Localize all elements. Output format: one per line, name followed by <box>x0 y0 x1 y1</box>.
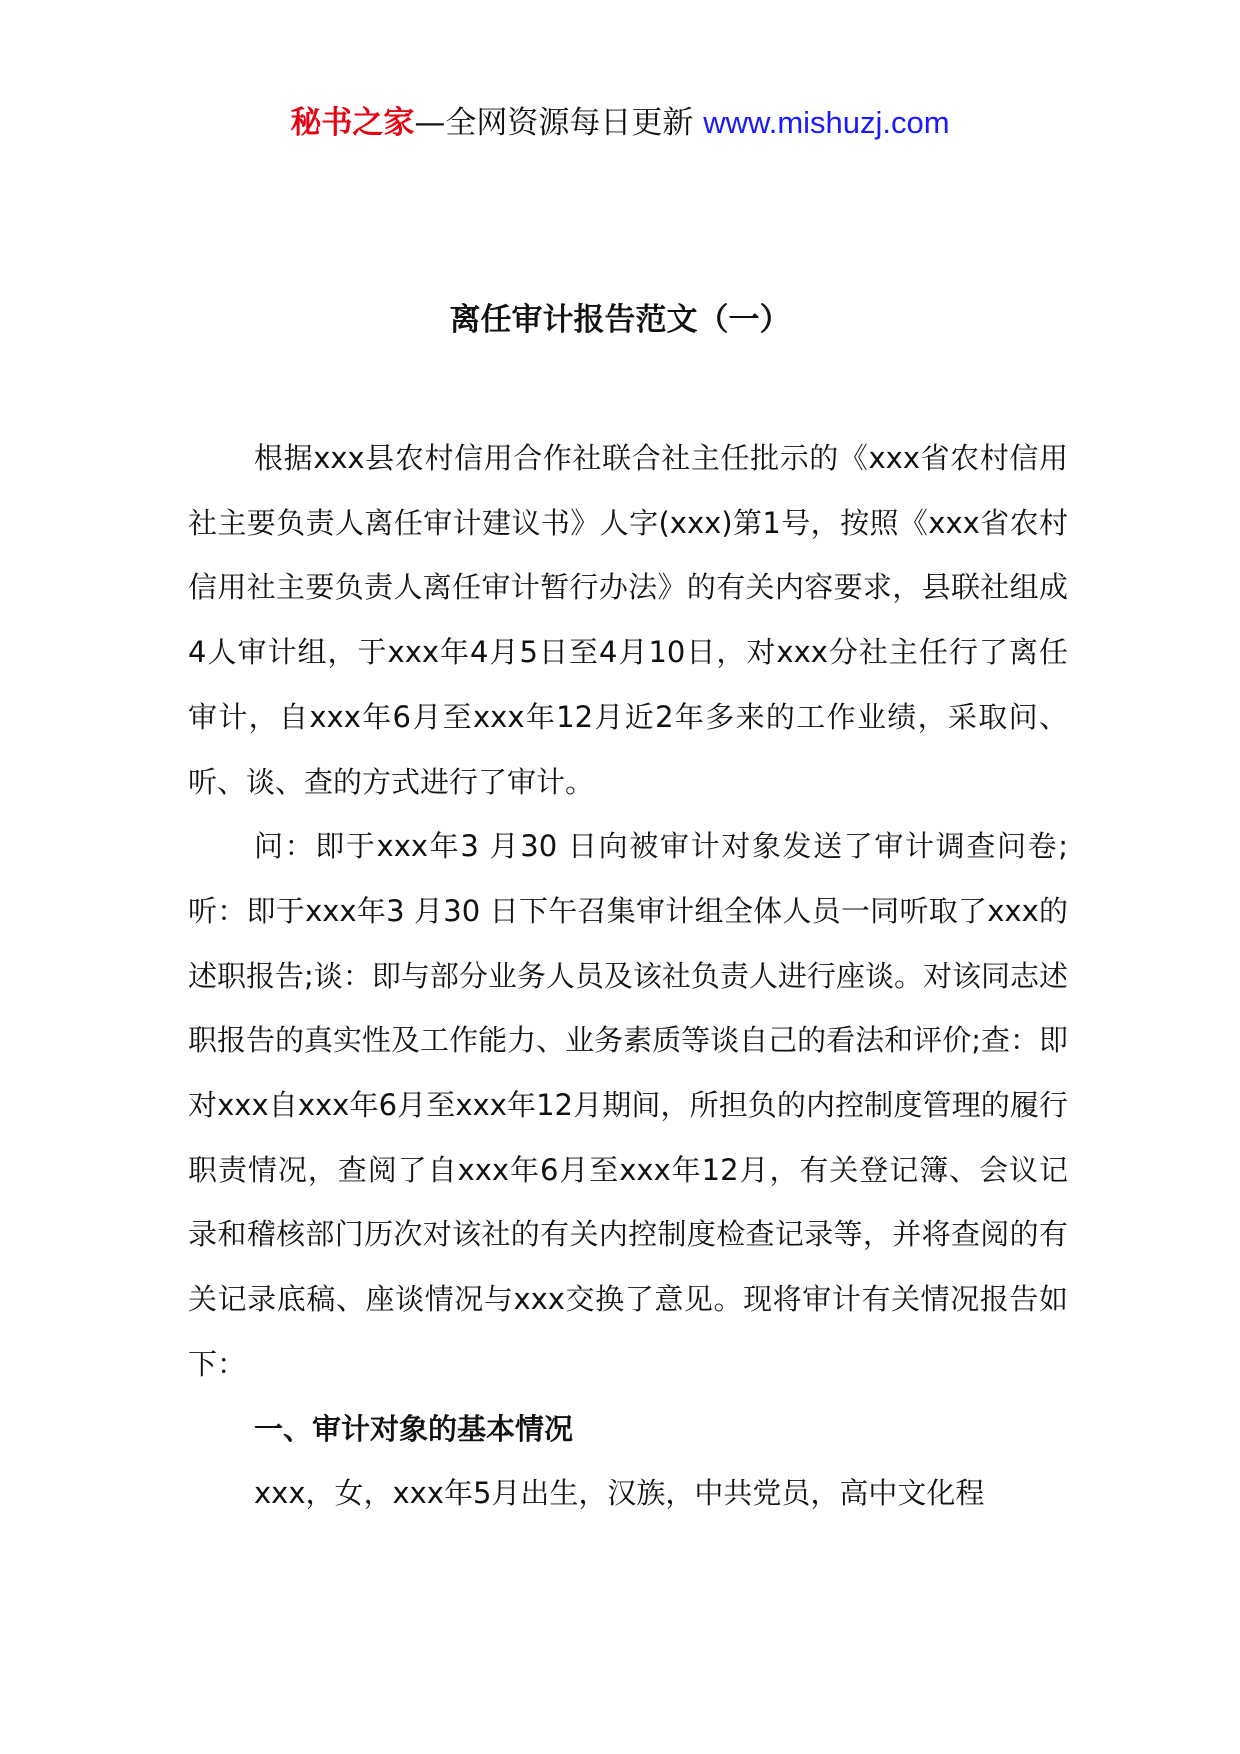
brand-name: 秘书之家 <box>290 105 415 141</box>
document-body <box>188 426 1068 1526</box>
site-url-link[interactable]: www.mishuzj.com <box>703 105 950 140</box>
paragraph-subject-info: xxx，女，xxx年5月出生，汉族，中共党员，高中文化程 <box>254 1476 985 1511</box>
header-slogan: —全网资源每日更新 <box>414 105 694 141</box>
document-title: 离任审计报告范文（一） <box>449 302 791 338</box>
paragraph-audit-basis: 根据xxx县农村信用合作社联合社主任批示的《xxx省农村信用社主要负责人离任审计建议书》人字(xxx)第1号，按照《xxx省农村信用社主要负责人离任审计暂行办法》的有关内容要求，县联社组成4人审计组，于xxx年4月5日至4月10日，对xxx分社主任行了离任审计，自xxx年6月至xxx年12月近2年多来的工作业绩，采取问、听、谈、查的方式进行了审计。 <box>188 441 1068 799</box>
paragraph-audit-method: 问：即于xxx年3 月30 日向被审计对象发送了审计调查问卷;听：即于xxx年3 月30 日下午召集审计组全体人员一同听取了xxx的述职报告;谈：即与部分业务人员及该社负责人进行座谈。对该同志述职报告的真实性及工作能力、业务素质等谈自己的看法和评价;查：即对xxx自xxx年6月至xxx年12月期间，所担负的内控制度管理的履行职责情况，查阅了自xxx年6月至xxx年12月，有关登记簿、会议记录和稽核部门历次对该社的有关内控制度检查记录等，并将查阅的有关记录底稿、座谈情况与xxx交换了意见。现将审计有关情况报告如下： <box>188 829 1068 1381</box>
section-heading: 一、审计对象的基本情况 <box>254 1411 574 1446</box>
site-header <box>0 100 1240 146</box>
